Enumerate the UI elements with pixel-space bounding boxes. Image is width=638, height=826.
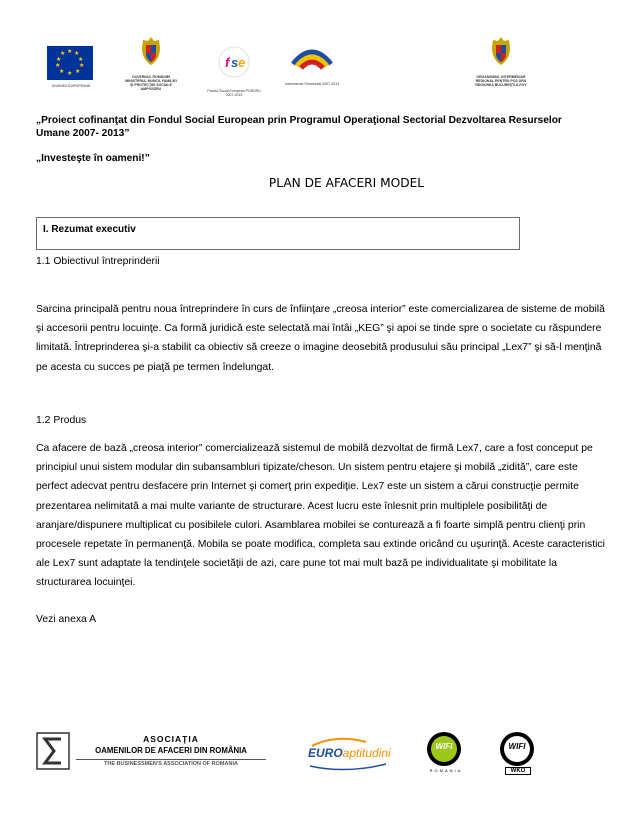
is-caption: Instrumente Structurale 2007-2013 xyxy=(284,82,340,86)
wifi-text: WIFI xyxy=(508,742,526,751)
wifi-wko-logo xyxy=(500,732,538,776)
slogan: „Investeşte în oameni!” xyxy=(36,153,150,164)
wifi-caption: ROMANIA xyxy=(429,768,463,773)
aoa-line-2: OAMENILOR DE AFACERI DIN ROMÂNIA xyxy=(95,746,247,755)
eu-caption: UNIUNEA EUROPEANĂ xyxy=(51,84,91,88)
euro-suffix: aptitudini xyxy=(342,746,391,760)
aoa-line-1: ASOCIAŢIA xyxy=(143,734,199,744)
gov-caption: GUVERNUL ROMÂNIEI MINISTERUL MUNCII, FAMILIEI ŞI PROTECŢIEI SOCIALE AMPOSDRU xyxy=(125,75,177,91)
sigma-emblem-icon xyxy=(36,732,70,770)
fse-emblem-icon xyxy=(211,42,257,82)
aoa-logo xyxy=(36,732,268,772)
svg-text:f: f xyxy=(225,55,230,70)
gov-logo xyxy=(124,36,178,91)
structural-instruments-icon xyxy=(287,44,337,80)
is-logo xyxy=(282,44,342,86)
document-title: PLAN DE AFACERI MODEL xyxy=(268,176,425,190)
wifi-badge-icon xyxy=(500,732,534,766)
oi-caption: ORGANISMUL INTERMEDIAR REGIONAL PENTRU POS DRU REGIUNEA BUCUREŞTI-ILFOV xyxy=(475,75,527,87)
eu-flag-icon: ★ ★ ★ ★ ★ ★ ★ ★ ★ ★ xyxy=(47,46,93,80)
fse-logo xyxy=(204,42,264,97)
wifi-badge-icon xyxy=(427,732,461,766)
coat-of-arms-icon xyxy=(489,36,513,66)
paragraph-objective: Sarcina principală pentru noua întreprindere în curs de înfiinţare „creosa interior” este comercializarea de sisteme de mobilă şi accesorii pentru locuinţe. Ca formă juridică este selectată mai întâi „KEG” şi apoi se tinde spre o societate cu răspundere limitată. Întreprinderea şi-a stabilit ca obiectiv să creeze o imagine deosebită produsului său principal „Lex7” şi să-l menţină pe acesta cu succes pe piaţă pe termen îndelungat. xyxy=(36,304,605,373)
wifi-romania-logo xyxy=(427,732,465,776)
coat-of-arms-icon xyxy=(139,36,163,66)
subheading-objective: 1.1 Obiectivul întreprinderii xyxy=(36,256,160,267)
eu-logo xyxy=(47,46,95,88)
wko-caption: WKO xyxy=(505,767,531,775)
paragraph-product: Ca afacere de bază „creosa interior” comercializează sistemul de mobilă dezvoltat de firmă Lex7, care a fost conceput pe principiul unui sistem modular din subansambluri tipizate/cheson. Un sistem pentru etajere şi mobilă „zidită”, care este perfect adecvat pentru desfacere prin Internet şi comerţ prin expediţie. Lex7 este un sistem a cărui construcţie permite prezentarea nelimitată a mai multe variante de structurare. Acest lucru este înlesnit prin multiplele posibilităţi de aranjare/dispunere multiplicat cu posibilele culori. Asamblarea mobilei se conturează a fi foarte simplă pentru clienţi prin procesele repetate în permanenţă. Mobila se poate modifica, completa sau extinde oricând cu uşurinţă. Aceste caracteristici ale Lex7 sunt adaptate la tendinţele societăţii de azi, care pune tot mai mult bază pe individualitate şi mobilitate la structurarea locuinţei. xyxy=(36,443,605,589)
wifi-text: WIFI xyxy=(435,742,453,751)
euro-prefix: EURO xyxy=(308,746,343,760)
annex-reference: Vezi anexa A xyxy=(36,614,97,625)
svg-text:s: s xyxy=(231,55,239,70)
section-heading: I. Rezumat executiv xyxy=(43,224,136,235)
fse-caption: Fondul Social European POSDRU 2007-2013 xyxy=(207,89,261,97)
aoa-line-3: THE BUSINESSMEN'S ASSOCIATION OF ROMANIA xyxy=(76,759,266,767)
euroaptitudini-logo xyxy=(306,736,402,772)
subheading-product: 1.2 Produs xyxy=(36,415,87,426)
svg-text:e: e xyxy=(238,55,246,70)
oi-logo xyxy=(468,36,534,87)
project-line: „Proiect cofinanţat din Fondul Social European prin Programul Operaţional Sectorial Dezvoltarea Resurselor Umane 2007- 2013” xyxy=(36,115,562,139)
section-box xyxy=(36,217,520,250)
